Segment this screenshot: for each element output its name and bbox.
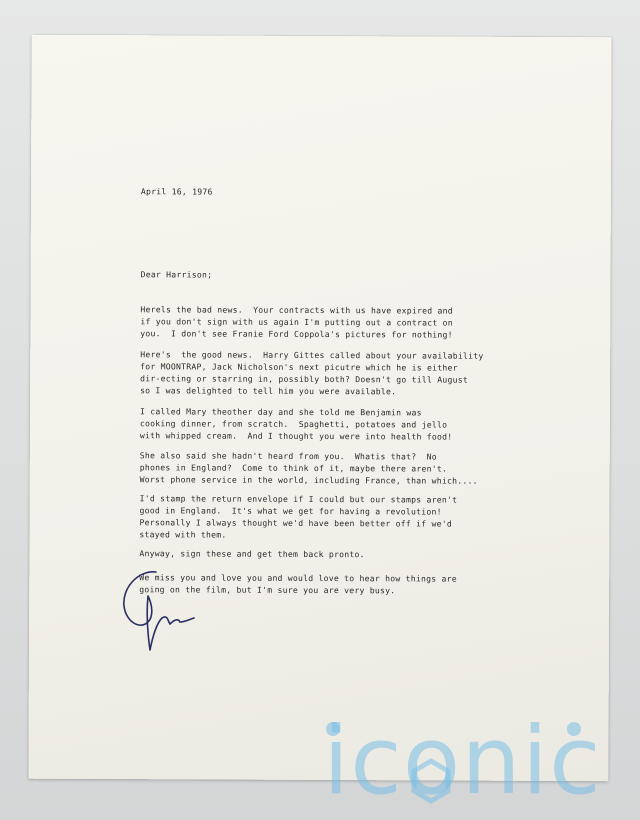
text-line: I called Mary theother day and she told me Benjamin was [139, 406, 422, 418]
text-line: so I was delighted to tell him you were available. [140, 385, 397, 397]
text-line: Personally I always thought we'd have been better off if we'd [139, 517, 453, 529]
text-line: cooking dinner, from scratch. Spaghetti, potatoes and jello [139, 418, 448, 430]
text-line: We miss you and love you and would love to hear how things are [139, 572, 457, 584]
text-line: I'd stamp the return envelope if I could but our stamps aren't [139, 493, 458, 505]
paragraph-good-news [140, 348, 483, 397]
text-line: you. I don't see Franie Ford Coppola's pictures for nothing! [140, 328, 453, 340]
text-line: Anyway, sign these and get them back pronto. [139, 548, 365, 560]
text-line: Here's the good news. Harry Gittes called about your availability [140, 349, 484, 361]
paragraph-mary [140, 405, 453, 442]
text-line: going on the film, but I'm sure you are very busy. [139, 584, 396, 596]
letter-date: April 16, 1976 [140, 186, 213, 197]
paragraph-sign [139, 547, 364, 560]
text-line: stayed with them. [139, 529, 227, 540]
text-line: phones in England? Come to think of it, maybe there aren't. [139, 462, 448, 474]
letter-greeting: Dear Harrison; [140, 269, 213, 280]
text-line: if you don't sign with us again I'm putting out a contract on [140, 316, 453, 328]
text-line: Herels the bad news. Your contracts with us have expired and [140, 304, 453, 316]
text-line: dir-ecting or starring in, possibly both? Doesn't go till August [140, 373, 469, 385]
text-line: Worst phone service in the world, including France, than which.... [139, 474, 478, 486]
watermark-hexagon-icon [405, 755, 457, 807]
letter-body [139, 185, 561, 596]
text-line: with whipped cream. And I thought you were into health food! [139, 430, 453, 442]
letter-sheet [28, 35, 611, 782]
paragraph-phones [140, 449, 478, 486]
signature-mark [118, 566, 208, 656]
paragraph-stamps [139, 492, 457, 541]
text-line: good in England. It's what we get for having a revolution! [139, 505, 442, 517]
paragraph-bad-news [140, 303, 453, 340]
watermark-logo: iconic [323, 707, 602, 816]
text-line: for MOONTRAP, Jack Nicholson's next picutre which he is either [140, 361, 458, 373]
text-line: She also said she hadn't heard from you. Whatis that? No [139, 450, 437, 462]
